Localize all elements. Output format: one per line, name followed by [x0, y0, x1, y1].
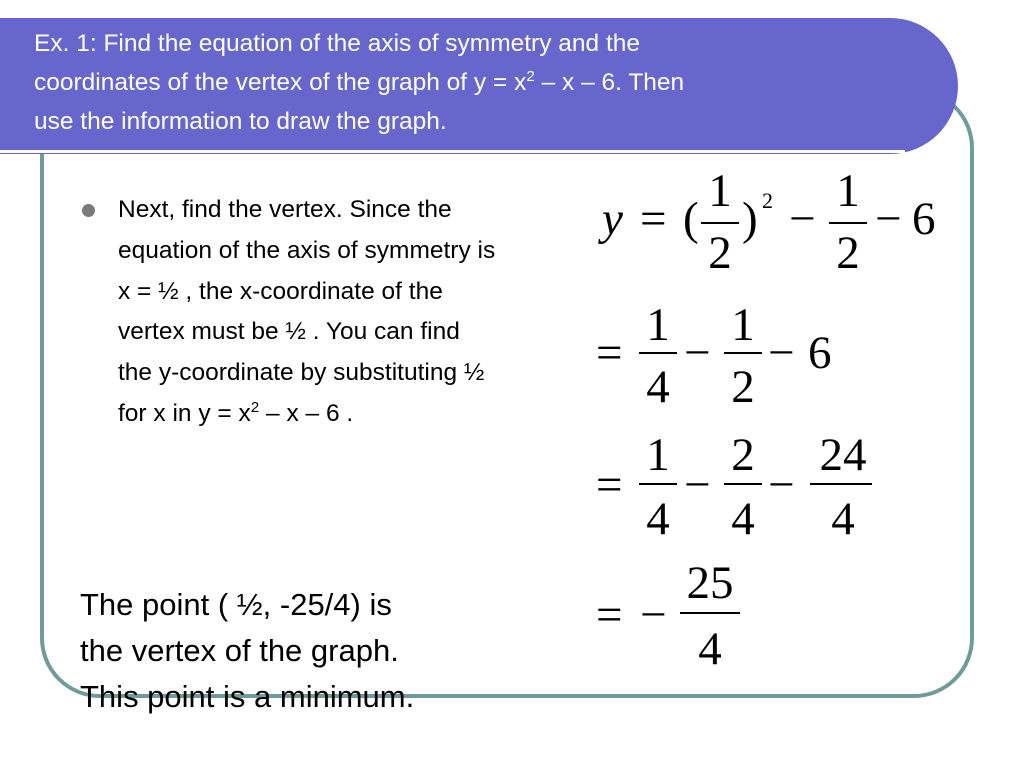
bullet-exponent: 2	[250, 398, 260, 416]
math-minus: −	[768, 327, 795, 379]
math-open-paren: (	[683, 193, 699, 245]
conclusion-line-1: The point ( ½, -25/4) is	[80, 587, 392, 622]
fraction-bar	[829, 222, 867, 224]
fraction-numerator: 24	[819, 429, 867, 481]
title-line-2	[34, 63, 914, 102]
bullet-text: Next, find the vertex. Since the equation of the axis of symmetry is x = ½ , the x-coordinate of the vertex must be ½ . You can find the y-coordinate by substituting ½ for x in y = x	[118, 196, 496, 427]
bullet-icon	[82, 204, 95, 217]
conclusion-line-3: This point is a minimum.	[80, 679, 415, 714]
title-line-1: Ex. 1: Find the equation of the axis of symmetry and the	[34, 30, 641, 57]
math-constant: 6	[912, 193, 936, 245]
fraction-bar	[639, 483, 677, 485]
fraction-denominator: 4	[731, 493, 755, 545]
math-equals: =	[596, 327, 623, 379]
math-equals: =	[596, 589, 623, 641]
fraction-numerator: 1	[708, 165, 732, 217]
fraction-bar	[724, 352, 762, 354]
fraction-bar	[701, 222, 739, 224]
fraction-denominator: 2	[836, 227, 860, 279]
math-equals: =	[596, 459, 623, 511]
fraction-denominator: 2	[731, 361, 755, 413]
conclusion-text	[80, 582, 540, 720]
bullet-tail: – x – 6 .	[259, 399, 354, 427]
fraction-denominator: 4	[831, 493, 855, 545]
fraction-numerator: 1	[731, 299, 755, 351]
fraction-numerator: 1	[646, 299, 670, 351]
math-constant: 6	[808, 327, 832, 379]
conclusion-line-2: the vertex of the graph.	[80, 633, 399, 668]
math-minus: −	[789, 193, 816, 245]
math-minus: −	[684, 459, 711, 511]
fraction-denominator: 4	[646, 493, 670, 545]
math-exponent: 2	[762, 188, 773, 213]
fraction-bar	[680, 612, 740, 614]
fraction-numerator: 1	[646, 429, 670, 481]
title-line-2-pre: coordinates of the vertex of the graph of y = x	[34, 69, 527, 96]
math-y: y	[602, 193, 623, 245]
math-minus: −	[875, 193, 902, 245]
fraction-numerator: 2	[731, 429, 755, 481]
math-close-paren: )	[742, 193, 758, 245]
math-minus: −	[684, 327, 711, 379]
fraction-bar	[639, 352, 677, 354]
math-minus: −	[768, 459, 795, 511]
title-underline	[0, 150, 905, 153]
title-exponent: 2	[526, 67, 535, 85]
fraction-bar	[724, 483, 762, 485]
fraction-numerator: 25	[686, 557, 734, 609]
math-minus: −	[640, 589, 667, 641]
math-equals: =	[640, 193, 667, 245]
title-line-2-post: – x – 6. Then	[534, 69, 685, 96]
fraction-numerator: 1	[836, 165, 860, 217]
title-line-3: use the information to draw the graph.	[34, 108, 447, 135]
fraction-denominator: 2	[708, 227, 732, 279]
fraction-denominator: 4	[646, 361, 670, 413]
fraction-denominator: 4	[698, 623, 722, 675]
slide-title	[34, 24, 914, 141]
fraction-bar	[810, 483, 872, 485]
bullet-paragraph	[118, 190, 498, 435]
